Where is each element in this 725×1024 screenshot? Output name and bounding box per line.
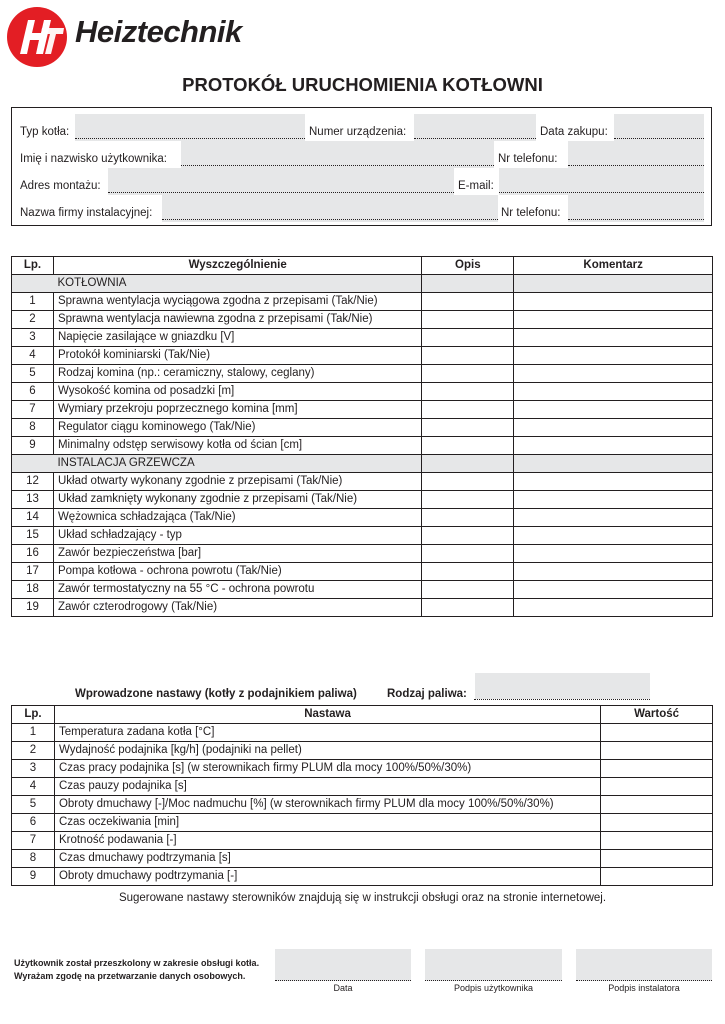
row-comment-cell[interactable] bbox=[514, 581, 713, 599]
row-comment-cell[interactable] bbox=[514, 509, 713, 527]
email-field[interactable] bbox=[499, 192, 704, 193]
row-number: 1 bbox=[12, 293, 54, 311]
address-shade bbox=[108, 168, 454, 195]
row-number: 12 bbox=[12, 473, 54, 491]
row-number: 9 bbox=[12, 868, 55, 886]
row-description-cell[interactable] bbox=[422, 509, 514, 527]
row-setting: Wydajność podajnika [kg/h] (podajniki na pellet) bbox=[54, 742, 600, 760]
row-comment-cell[interactable] bbox=[514, 365, 713, 383]
row-comment-cell[interactable] bbox=[514, 347, 713, 365]
settings-note: Sugerowane nastawy sterowników znajdują się w instrukcji obsługi oraz na stronie internetowej. bbox=[118, 892, 607, 904]
table-row bbox=[12, 796, 713, 814]
table-row bbox=[12, 329, 713, 347]
row-value-cell[interactable] bbox=[601, 832, 713, 850]
row-number: 14 bbox=[12, 509, 54, 527]
table-row bbox=[12, 365, 713, 383]
row-setting: Czas pracy podajnika [s] (w sterownikach firmy PLUM dla mocy 100%/50%/30%) bbox=[54, 760, 600, 778]
col-item: Wyszczególnienie bbox=[53, 257, 421, 275]
row-comment-cell[interactable] bbox=[514, 563, 713, 581]
row-comment-cell[interactable] bbox=[514, 491, 713, 509]
fuel-type-field[interactable] bbox=[474, 699, 650, 700]
inspection-table bbox=[11, 256, 713, 617]
row-number: 6 bbox=[12, 383, 54, 401]
row-comment-cell[interactable] bbox=[514, 383, 713, 401]
phone2-label: Nr telefonu: bbox=[501, 207, 561, 219]
installer-signature-caption: Podpis instalatora bbox=[608, 983, 680, 993]
col-lp: Lp. bbox=[12, 706, 55, 724]
installer-shade bbox=[162, 195, 498, 222]
row-value-cell[interactable] bbox=[601, 778, 713, 796]
device-number-shade bbox=[414, 114, 536, 141]
table-row bbox=[12, 311, 713, 329]
table-row bbox=[12, 419, 713, 437]
row-number: 8 bbox=[12, 419, 54, 437]
purchase-date-shade bbox=[614, 114, 704, 141]
device-number-field[interactable] bbox=[414, 138, 536, 139]
row-description-cell[interactable] bbox=[422, 365, 514, 383]
row-description-cell[interactable] bbox=[422, 419, 514, 437]
user-signature-shade bbox=[425, 949, 562, 981]
table-row bbox=[12, 383, 713, 401]
row-item: Zawór termostatyczny na 55 °C - ochrona powrotu bbox=[53, 581, 421, 599]
col-comment: Komentarz bbox=[514, 257, 713, 275]
row-number: 3 bbox=[12, 329, 54, 347]
row-value-cell[interactable] bbox=[601, 742, 713, 760]
row-item: Zawór czterodrogowy (Tak/Nie) bbox=[53, 599, 421, 617]
table-row bbox=[12, 599, 713, 617]
row-value-cell[interactable] bbox=[601, 850, 713, 868]
row-number: 16 bbox=[12, 545, 54, 563]
consent-line-1: Użytkownik został przeszkolony w zakresie obsługi kotła. bbox=[14, 958, 260, 968]
table-row bbox=[12, 347, 713, 365]
table-row bbox=[12, 563, 713, 581]
user-signature-caption: Podpis użytkownika bbox=[453, 983, 534, 993]
row-description-cell[interactable] bbox=[422, 311, 514, 329]
row-setting: Czas oczekiwania [min] bbox=[54, 814, 600, 832]
consent-line-2: Wyrażam zgodę na przetwarzanie danych osobowych. bbox=[14, 971, 246, 981]
row-comment-cell[interactable] bbox=[514, 527, 713, 545]
fuel-type-shade bbox=[475, 673, 650, 699]
table-row bbox=[12, 509, 713, 527]
table-row bbox=[12, 473, 713, 491]
phone1-shade bbox=[568, 141, 704, 168]
page-title: PROTOKÓŁ URUCHOMIENIA KOTŁOWNI bbox=[182, 74, 543, 95]
row-description-cell[interactable] bbox=[422, 527, 514, 545]
table-row bbox=[12, 581, 713, 599]
phone1-label: Nr telefonu: bbox=[498, 153, 558, 165]
table-row bbox=[12, 778, 713, 796]
table-row bbox=[12, 401, 713, 419]
table-row bbox=[12, 814, 713, 832]
table-row bbox=[12, 293, 713, 311]
section-title: INSTALACJA GRZEWCZA bbox=[53, 455, 421, 473]
phone2-field[interactable] bbox=[568, 219, 704, 220]
row-number: 3 bbox=[12, 760, 55, 778]
row-item: Wymiary przekroju poprzecznego komina [mm] bbox=[53, 401, 421, 419]
row-number: 13 bbox=[12, 491, 54, 509]
fuel-type-label: Rodzaj paliwa: bbox=[387, 688, 467, 700]
section-row bbox=[12, 455, 713, 473]
row-value-cell[interactable] bbox=[601, 760, 713, 778]
row-value-cell[interactable] bbox=[601, 868, 713, 886]
table-row bbox=[12, 491, 713, 509]
heiztechnik-logo-icon bbox=[6, 6, 68, 68]
installer-signature-shade bbox=[576, 949, 712, 981]
row-setting: Czas dmuchawy podtrzymania [s] bbox=[54, 850, 600, 868]
installer-label: Nazwa firmy instalacyjnej: bbox=[20, 207, 153, 219]
section-title: KOTŁOWNIA bbox=[53, 275, 421, 293]
date-shade bbox=[275, 949, 411, 981]
row-item: Rodzaj komina (np.: ceramiczny, stalowy, ceglany) bbox=[53, 365, 421, 383]
row-number: 4 bbox=[12, 778, 55, 796]
row-number: 7 bbox=[12, 832, 55, 850]
email-label: E-mail: bbox=[458, 180, 494, 192]
row-setting: Obroty dmuchawy podtrzymania [-] bbox=[54, 868, 600, 886]
phone1-field[interactable] bbox=[568, 165, 704, 166]
row-number: 19 bbox=[12, 599, 54, 617]
boiler-type-label: Typ kotła: bbox=[20, 126, 70, 138]
row-item: Układ otwarty wykonany zgodnie z przepisami (Tak/Nie) bbox=[53, 473, 421, 491]
row-setting: Czas pauzy podajnika [s] bbox=[54, 778, 600, 796]
row-item: Protokół kominiarski (Tak/Nie) bbox=[53, 347, 421, 365]
date-field[interactable] bbox=[275, 980, 411, 981]
row-description-cell[interactable] bbox=[422, 491, 514, 509]
row-description-cell[interactable] bbox=[422, 545, 514, 563]
row-item: Zawór bezpieczeństwa [bar] bbox=[53, 545, 421, 563]
col-lp: Lp. bbox=[12, 257, 54, 275]
row-item: Wężownica schładzająca (Tak/Nie) bbox=[53, 509, 421, 527]
row-number: 7 bbox=[12, 401, 54, 419]
row-number: 6 bbox=[12, 814, 55, 832]
row-number: 2 bbox=[12, 742, 55, 760]
row-number: 8 bbox=[12, 850, 55, 868]
table-row bbox=[12, 760, 713, 778]
user-name-label: Imię i nazwisko użytkownika: bbox=[20, 153, 167, 165]
row-number: 9 bbox=[12, 437, 54, 455]
row-description-cell[interactable] bbox=[422, 563, 514, 581]
row-comment-cell[interactable] bbox=[514, 293, 713, 311]
col-value: Wartość bbox=[601, 706, 713, 724]
row-description-cell[interactable] bbox=[422, 329, 514, 347]
settings-heading: Wprowadzone nastawy (kotły z podajnikiem paliwa) bbox=[75, 688, 357, 700]
row-description-cell[interactable] bbox=[422, 473, 514, 491]
row-comment-cell[interactable] bbox=[514, 401, 713, 419]
purchase-date-label: Data zakupu: bbox=[540, 126, 608, 138]
user-name-field[interactable] bbox=[181, 165, 494, 166]
purchase-date-field[interactable] bbox=[614, 138, 704, 139]
phone2-shade bbox=[568, 195, 704, 222]
row-description-cell[interactable] bbox=[422, 401, 514, 419]
row-description-cell[interactable] bbox=[422, 581, 514, 599]
row-value-cell[interactable] bbox=[601, 814, 713, 832]
email-shade bbox=[499, 168, 704, 195]
table-row bbox=[12, 545, 713, 563]
col-setting: Nastawa bbox=[54, 706, 600, 724]
row-number: 17 bbox=[12, 563, 54, 581]
row-description-cell[interactable] bbox=[422, 347, 514, 365]
row-description-cell[interactable] bbox=[422, 599, 514, 617]
row-item: Napięcie zasilające w gniazdku [V] bbox=[53, 329, 421, 347]
user-signature-field[interactable] bbox=[425, 980, 562, 981]
row-value-cell[interactable] bbox=[601, 796, 713, 814]
address-label: Adres montażu: bbox=[20, 180, 101, 192]
row-number: 18 bbox=[12, 581, 54, 599]
table-row bbox=[12, 527, 713, 545]
boiler-type-field[interactable] bbox=[75, 138, 305, 139]
row-comment-cell[interactable] bbox=[514, 545, 713, 563]
row-item: Sprawna wentylacja wyciągowa zgodna z przepisami (Tak/Nie) bbox=[53, 293, 421, 311]
device-number-label: Numer urządzenia: bbox=[309, 126, 407, 138]
row-comment-cell[interactable] bbox=[514, 599, 713, 617]
table-row bbox=[12, 832, 713, 850]
row-description-cell[interactable] bbox=[422, 293, 514, 311]
row-setting: Krotność podawania [-] bbox=[54, 832, 600, 850]
boiler-type-shade bbox=[75, 114, 305, 141]
row-value-cell[interactable] bbox=[601, 724, 713, 742]
row-comment-cell[interactable] bbox=[514, 419, 713, 437]
table-row bbox=[12, 724, 713, 742]
table-row bbox=[12, 868, 713, 886]
brand-name: Heiztechnik bbox=[75, 14, 242, 49]
row-item: Układ zamknięty wykonany zgodnie z przepisami (Tak/Nie) bbox=[53, 491, 421, 509]
row-description-cell[interactable] bbox=[422, 383, 514, 401]
row-comment-cell[interactable] bbox=[514, 311, 713, 329]
row-number: 2 bbox=[12, 311, 54, 329]
settings-table bbox=[11, 705, 713, 886]
address-field[interactable] bbox=[108, 192, 454, 193]
row-setting: Obroty dmuchawy [-]/Moc nadmuchu [%] (w sterownikach firmy PLUM dla mocy 100%/50%/30%) bbox=[54, 796, 600, 814]
date-caption: Data bbox=[333, 983, 353, 993]
settings-header-row bbox=[12, 706, 713, 724]
row-number: 15 bbox=[12, 527, 54, 545]
row-setting: Temperatura zadana kotła [°C] bbox=[54, 724, 600, 742]
row-number: 4 bbox=[12, 347, 54, 365]
row-comment-cell[interactable] bbox=[514, 329, 713, 347]
table-header-row bbox=[12, 257, 713, 275]
row-item: Pompa kotłowa - ochrona powrotu (Tak/Nie) bbox=[53, 563, 421, 581]
installer-signature-field[interactable] bbox=[576, 980, 712, 981]
row-description-cell[interactable] bbox=[422, 437, 514, 455]
table-row bbox=[12, 850, 713, 868]
row-number: 1 bbox=[12, 724, 55, 742]
row-number: 5 bbox=[12, 365, 54, 383]
col-description: Opis bbox=[422, 257, 514, 275]
row-item: Układ schładzający - typ bbox=[53, 527, 421, 545]
row-item: Regulator ciągu kominowego (Tak/Nie) bbox=[53, 419, 421, 437]
table-row bbox=[12, 742, 713, 760]
row-comment-cell[interactable] bbox=[514, 437, 713, 455]
row-item: Minimalny odstęp serwisowy kotła od ścian [cm] bbox=[53, 437, 421, 455]
section-row bbox=[12, 275, 713, 293]
row-item: Wysokość komina od posadzki [m] bbox=[53, 383, 421, 401]
row-comment-cell[interactable] bbox=[514, 473, 713, 491]
user-name-shade bbox=[181, 141, 494, 168]
installer-field[interactable] bbox=[162, 219, 498, 220]
table-row bbox=[12, 437, 713, 455]
row-item: Sprawna wentylacja nawiewna zgodna z przepisami (Tak/Nie) bbox=[53, 311, 421, 329]
row-number: 5 bbox=[12, 796, 55, 814]
